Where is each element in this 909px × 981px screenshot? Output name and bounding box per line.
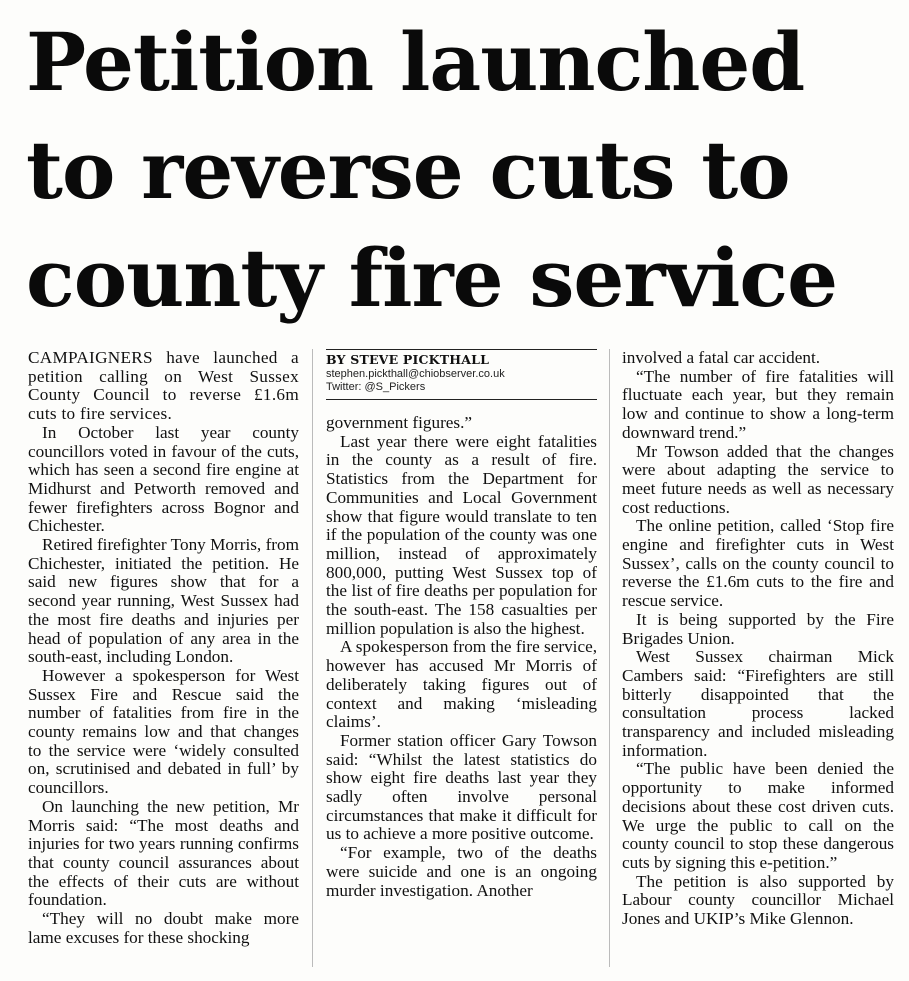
article-paragraph: “The public have been denied the opportunity to make informed decisions about these cost driven cuts. We urge the public to call on the county council to stop these dangerous cuts by signing this e-petition.”	[622, 759, 894, 872]
article-paragraph: Retired firefighter Tony Morris, from Chichester, initiated the petition. He said new figures show that for a second year running, West Sussex had the most fire deaths and injuries per head of population of any area in the south-east, including London.	[28, 535, 299, 667]
article-paragraph: Mr Towson added that the changes were about adapting the service to meet future needs as well as necessary cost reductions.	[622, 441, 894, 517]
article-paragraph: “They will no doubt make more lame excuses for these shocking	[28, 909, 299, 947]
article-paragraph: “The number of fire fatalities will fluctuate each year, but they remain low and continue to show a long-term downward trend.”	[622, 366, 894, 442]
article-paragraph: “For example, two of the deaths were suicide and one is an ongoing murder investigation. Another	[326, 843, 597, 900]
article-paragraph: government figures.”	[326, 413, 473, 432]
byline	[326, 349, 597, 400]
article-paragraph: Last year there were eight fatalities in the county as a result of fire. Statistics from the Department for Communities and Local Government show that figure would translate to ten if the population of the county was one million, instead of approximately 800,000, putting West Sussex top of the list of fire deaths per population for the south-east. The 158 casualties per million population is also the highest.	[326, 431, 597, 638]
article-paragraph: In October last year county councillors voted in favour of the cuts, which has seen a second fire engine at Midhurst and Petworth removed and fewer firefighters across Bognor and Chichester.	[28, 422, 299, 536]
article-column-1	[28, 349, 299, 948]
article-paragraph: A spokesperson from the fire service, however has accused Mr Morris of deliberately taking figures out of context and making ‘misleading claims’.	[326, 637, 597, 732]
article-paragraph: The online petition, called ‘Stop fire engine and firefighter cuts in West Sussex’, calls on the county council to reverse the £1.6m cuts to the fire and rescue service.	[622, 516, 894, 611]
article-paragraph: The petition is also supported by Labour county councillor Michael Jones and UKIP’s Mike Glennon.	[622, 871, 894, 929]
column-divider	[609, 349, 610, 967]
headline-line-2: to reverse cuts to	[26, 123, 790, 217]
article-paragraph: On launching the new petition, Mr Morris said: “The most deaths and injuries for two years running confirms that county council assurances about the effects of their cuts are without foundation.	[28, 796, 299, 910]
article-paragraph: Former station officer Gary Towson said: “Whilst the latest statistics do show eight fire deaths last year they sadly often involve personal circumstances that make it difficult for us to achieve a more positive outcome.	[326, 730, 597, 844]
headline-line-3: county fire service	[26, 231, 837, 325]
article-paragraph: West Sussex chairman Mick Cambers said: “Firefighters are still bitterly disappointed that the consultation process lacked transparency and included misleading information.	[622, 647, 894, 760]
byline-twitter[interactable]: Twitter: @S_Pickers	[326, 381, 426, 393]
headline-line-1: Petition launched	[26, 15, 805, 109]
article-paragraph: involved a fatal car accident.	[622, 348, 821, 367]
byline-author: BY STEVE PICKTHALL	[326, 352, 490, 367]
article-column-2	[326, 349, 597, 900]
article-paragraph: CAMPAIGNERS have launched a petition calling on West Sussex County Council to reverse £1.6m cuts to fire services.	[28, 348, 299, 424]
column-divider	[312, 349, 313, 967]
headline	[26, 8, 896, 332]
article-paragraph: However a spokesperson for West Sussex Fire and Rescue said the number of fatalities from fire in the county remains low and that changes to the service were ‘widely consulted on, scrutinised and debated in full’ by councillors.	[28, 665, 299, 798]
byline-email[interactable]: stephen.pickthall@chiobserver.co.uk	[326, 368, 505, 380]
article-column-3	[622, 349, 894, 929]
article-paragraph: It is being supported by the Fire Brigades Union.	[622, 609, 894, 648]
